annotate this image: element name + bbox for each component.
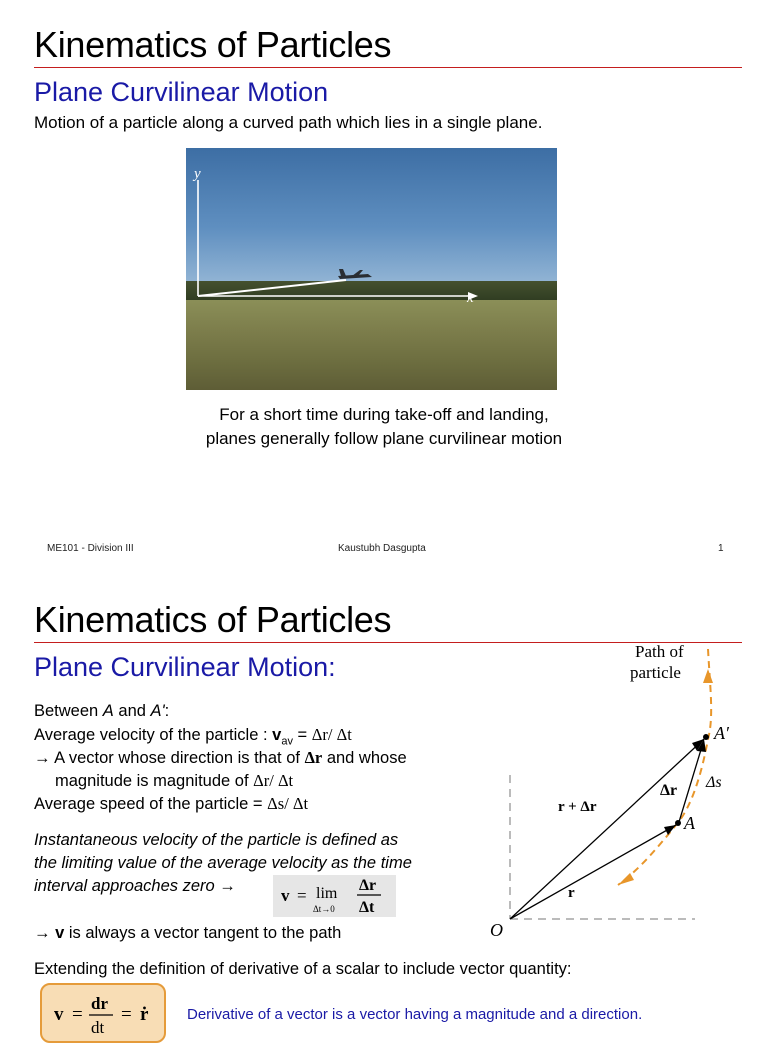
photo-caption-line-2: planes generally follow plane curvilinear motion [205, 429, 563, 448]
delta-r-vector [679, 743, 703, 822]
slide-1-title: Kinematics of Particles [34, 24, 392, 65]
tangent-text: is always a vector tangent to the path [64, 924, 342, 942]
label-o: O [490, 920, 503, 940]
photo-axes-overlay [186, 148, 557, 390]
derivative-formula-svg [42, 985, 164, 1041]
label-r-plus-delta-r: r + Δr [558, 799, 597, 815]
instantaneous-line-2: the limiting value of the average velocity as the time [34, 854, 412, 872]
path-arrowhead-lower-icon [618, 873, 634, 885]
vector-direction-text: A vector whose direction is that of [50, 749, 305, 767]
point-a-ref: A [102, 702, 114, 720]
photo-caption-line-1: For a short time during take-off and landing, [219, 405, 549, 424]
instantaneous-text: interval approaches zero [34, 877, 220, 895]
between-prefix: Between [34, 702, 103, 720]
slide-2-title: Kinematics of Particles [34, 599, 392, 640]
formula-numerator: Δr [359, 877, 377, 894]
vector-direction-text-end: and whose [322, 749, 407, 767]
tangent-line [34, 924, 341, 943]
label-delta-r: Δr [660, 782, 678, 799]
airplane-takeoff-photo [186, 148, 557, 390]
point-a-prime-ref: A' [150, 702, 165, 720]
r-vector [510, 825, 676, 919]
avg-speed-expression: Δs/ Δt [267, 794, 309, 813]
formula2-equals-2: = [121, 1004, 132, 1025]
path-label-line-1: Path of [635, 642, 684, 661]
between-line [34, 702, 169, 721]
arrow-icon: → [34, 924, 51, 942]
point-a-prime [703, 734, 709, 740]
instantaneous-line-1: Instantaneous velocity of the particle is defined as [34, 831, 399, 849]
derivative-note: Derivative of a vector is a vector having a magnitude and a direction. [187, 1006, 643, 1023]
formula-denominator: Δt [359, 899, 375, 916]
airplane-icon [338, 269, 372, 279]
path-arrowhead-icon [703, 669, 713, 683]
average-velocity-line [34, 725, 352, 747]
formula2-r-dot: ṙ [140, 1004, 149, 1025]
average-speed-line [34, 794, 308, 814]
formula2-denominator: dt [91, 1018, 105, 1037]
label-delta-s: Δs [706, 774, 722, 791]
formula-svg [273, 875, 396, 917]
tangent-v-symbol: v [55, 924, 65, 942]
formula2-numerator: dr [91, 994, 108, 1013]
photo-x-label: x [467, 290, 474, 306]
slide-1-description: Motion of a particle along a curved path which lies in a single plane. [34, 113, 543, 132]
between-and: and [113, 702, 151, 720]
arrow-icon: → [34, 749, 51, 767]
formula-lim-subscript: Δt→0 [313, 904, 335, 914]
footer-page-number: 1 [718, 543, 724, 554]
avg-velocity-expression: Δr/ Δt [311, 725, 352, 744]
curvilinear-motion-diagram [480, 642, 750, 947]
arrow-icon: → [219, 877, 236, 895]
formula-v: v [281, 886, 290, 905]
r-plus-dr-vector [510, 739, 704, 919]
label-r: r [568, 885, 575, 901]
formula-lim: lim [316, 885, 338, 902]
vector-direction-line-1 [34, 748, 407, 768]
footer-course: ME101 - Division III [47, 543, 134, 554]
title-rule [34, 67, 742, 68]
extending-definition-line: Extending the definition of derivative of a scalar to include vector quantity: [34, 960, 572, 978]
formula-equals: = [297, 886, 307, 905]
point-a [675, 820, 681, 826]
instantaneous-line-3 [34, 877, 236, 896]
magnitude-text: magnitude is magnitude of [55, 772, 254, 790]
label-a-prime: A′ [714, 723, 729, 743]
delta-r-symbol: Δr [304, 748, 323, 767]
between-suffix: : [164, 702, 170, 720]
slide-1-subtitle: Plane Curvilinear Motion [34, 77, 329, 107]
avg-velocity-label: Average velocity of the particle : [34, 726, 273, 744]
slide-2-subtitle: Plane Curvilinear Motion: [34, 652, 336, 682]
instantaneous-velocity-formula [273, 875, 396, 917]
vector-direction-line-2 [55, 771, 293, 791]
formula2-v: v [54, 1004, 64, 1025]
derivative-formula-box [40, 983, 166, 1043]
footer-author: Kaustubh Dasgupta [338, 543, 426, 554]
avg-velocity-subscript: av [281, 735, 293, 748]
label-a: A [684, 813, 695, 833]
avg-velocity-symbol: v [272, 726, 282, 744]
avg-velocity-equals: = [292, 726, 312, 744]
path-label-line-2: particle [630, 663, 681, 682]
magnitude-expression: Δr/ Δt [253, 771, 294, 790]
formula2-equals: = [72, 1004, 83, 1025]
slide-2 [0, 585, 768, 1037]
photo-y-label: y [194, 166, 201, 182]
avg-speed-label: Average speed of the particle = [34, 795, 268, 813]
